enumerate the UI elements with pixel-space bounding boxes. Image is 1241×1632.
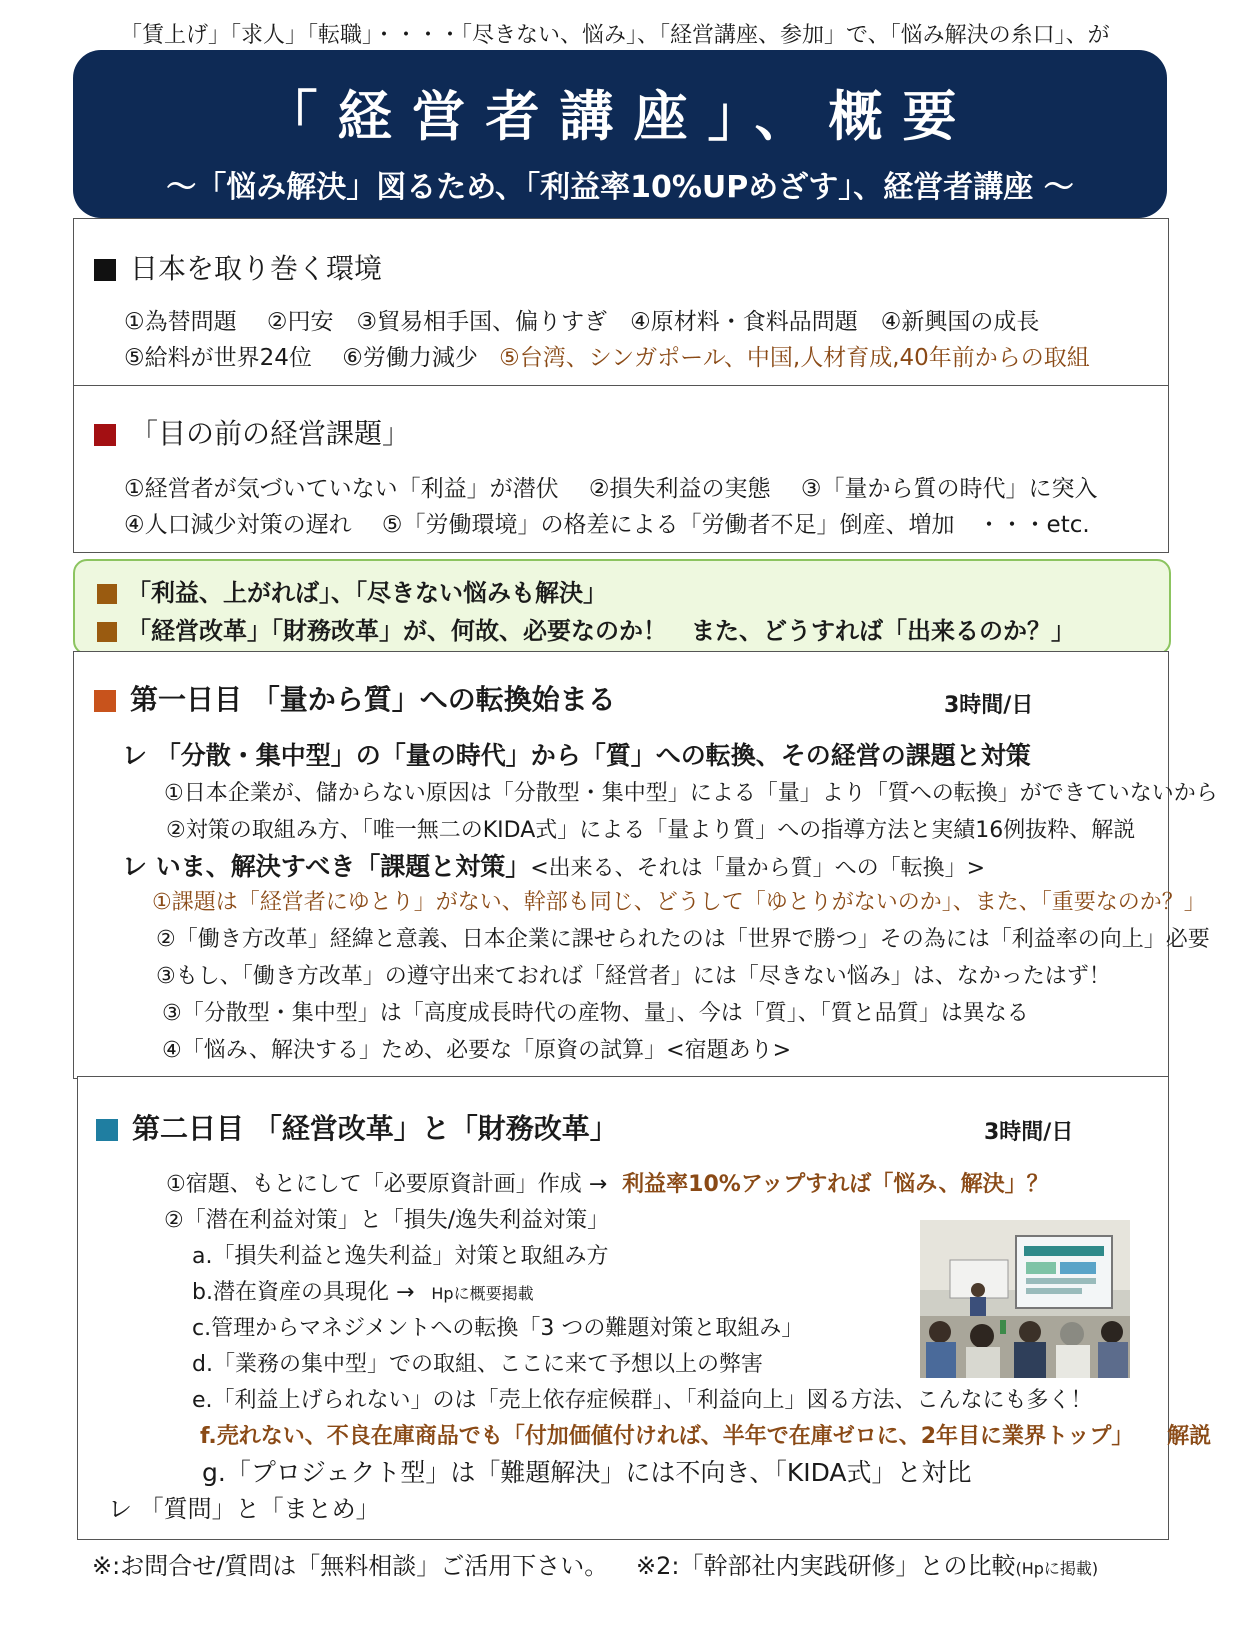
day1-sub2-item: ③もし、「働き方改革」の遵守出来ておれば「経営者」には「尽きない悩み」は、なかったはず！ <box>156 964 1111 989</box>
issues-line-2: ④人口減少対策の遅れ ⑤「労働環境」の格差による「労働者不足」倒産、増加 ・・・etc. <box>124 512 1090 538</box>
day1-sub2-item: ④「悩み、解決する」ため、必要な「原資の試算」<宿題あり> <box>162 1038 792 1063</box>
seminar-photo <box>920 1220 1130 1378</box>
day1-sub2: レ いま、解決すべき「課題と対策」<出来る、それは「量から質」への「転換」> <box>122 852 986 881</box>
highlight-line-2: 「経営改革」「財務改革」が、何故、必要なのか！ また、どうすれば「出来るのか？」 <box>97 611 1075 646</box>
env-heading: 日本を取り巻く環境 <box>94 247 382 287</box>
env-line-2-highlight: ⑤台湾、シンガポール、中国,人材育成,40年前からの取組 <box>499 345 1090 371</box>
header-top-line: 「賃上げ」「求人」「転職」・・・・「尽きない、悩み」、「経営講座、参加」で、「悩み解決の糸口」、が <box>120 23 1110 48</box>
day2-item-e: e.「利益上げられない」のは「売上依存症候群」、「利益向上」図る方法、こんなにも多く！ <box>192 1388 1093 1413</box>
day1-sub2-item: ②「働き方改革」経緯と意義、日本企業に課せられたのは「世界で勝つ」その為には「利益率の向上」必要 <box>156 927 1210 952</box>
seminar-photo-illustration <box>920 1220 1130 1378</box>
square-bullet-icon <box>94 259 116 281</box>
day1-sub2-item: ③「分散型・集中型」は「高度成長時代の産物、量」、今は「質」、「質と品質」は異なる <box>162 1001 1029 1026</box>
day2-item-a: a.「損失利益と逸失利益」対策と取組み方 <box>192 1244 609 1269</box>
day1-sub2-item: ①課題は「経営者にゆとり」がない、幹部も同じ、どうして「ゆとりがないのか」、また、「重要なのか？」 <box>152 890 1206 915</box>
day2-item-f: f.売れない、不良在庫商品でも「付加価値付ければ、半年で在庫ゼロに、2年目に業界トップ」 解説 <box>200 1424 1212 1449</box>
page-subtitle: ～「悩み解決」図るため、「利益率10%UPめざす」、経営者講座 ～ <box>166 170 1074 205</box>
day1-heading: 第一日目 「量から質」への転換始まる <box>94 678 616 718</box>
day1-duration: 3時間/日 <box>944 693 1034 718</box>
env-section <box>73 218 1169 388</box>
env-line-2: ⑤給料が世界24位 ⑥労働力減少 ⑤台湾、シンガポール、中国,人材育成,40年前からの取組 <box>124 345 1090 371</box>
square-bullet-icon <box>94 690 116 712</box>
highlight-box <box>73 559 1171 655</box>
highlight-line-1: 「利益、上がれば」、「尽きない悩みも解決」 <box>97 573 607 608</box>
day2-duration: 3時間/日 <box>984 1120 1074 1145</box>
day2-heading: 第二日目 「経営改革」と「財務改革」 <box>96 1107 618 1147</box>
day2-item-c: c.管理からマネジメントへの転換「3 つの難題対策と取組み」 <box>192 1316 804 1341</box>
day1-sub1: レ 「分散・集中型」の「量の時代」から「質」への転換、その経営の課題と対策 <box>122 741 1031 770</box>
day2-item-d: d.「業務の集中型」での取組、ここに来て予想以上の弊害 <box>192 1352 763 1377</box>
issues-line-1: ①経営者が気づいていない「利益」が潜伏 ②損失利益の実態 ③「量から質の時代」に突入 <box>124 476 1098 502</box>
issues-heading: 「目の前の経営課題」 <box>94 412 410 452</box>
day1-section <box>73 651 1218 1079</box>
page-title: 「経営者講座」、概要 <box>263 85 977 148</box>
day1-sub1-item: ①日本企業が、儲からない原因は「分散型・集中型」による「量」より「質への転換」ができていないから <box>164 781 1218 806</box>
footer-note-2: ※2:「幹部社内実践研修」との比較(Hpに掲載) <box>636 1552 1099 1580</box>
env-line-1: ①為替問題 ②円安 ③貿易相手国、偏りすぎ ④原材料・食料品問題 ④新興国の成長 <box>124 309 1040 335</box>
day2-closing: レ 「質問」と「まとめ」 <box>108 1495 380 1523</box>
day2-item-1: ①宿題、もとにして「必要原資計画」作成 → 利益率10%アップすれば「悩み、解決」？ <box>166 1172 1049 1197</box>
square-bullet-icon <box>96 1119 118 1141</box>
day2-item-g: g.「プロジェクト型」は「難題解決」には不向き、「KIDA式」と対比 <box>202 1458 972 1487</box>
square-bullet-icon <box>97 584 117 604</box>
square-bullet-icon <box>94 424 116 446</box>
day1-sub1-item: ②対策の取組み方、「唯一無二のKIDA式」による「量より質」への指導方法と実績16例抜粋、解説 <box>166 818 1136 843</box>
footer-note-1: ※:お問合せ/質問は「無料相談」ご活用下さい。 <box>92 1552 609 1580</box>
issues-section <box>73 385 1169 553</box>
square-bullet-icon <box>97 622 117 642</box>
day2-item-2: ②「潜在利益対策」と「損失/逸失利益対策」 <box>164 1208 610 1233</box>
title-banner <box>73 50 1167 218</box>
day2-item-b: b.潜在資産の具現化 → Hpに概要掲載 <box>192 1280 534 1305</box>
